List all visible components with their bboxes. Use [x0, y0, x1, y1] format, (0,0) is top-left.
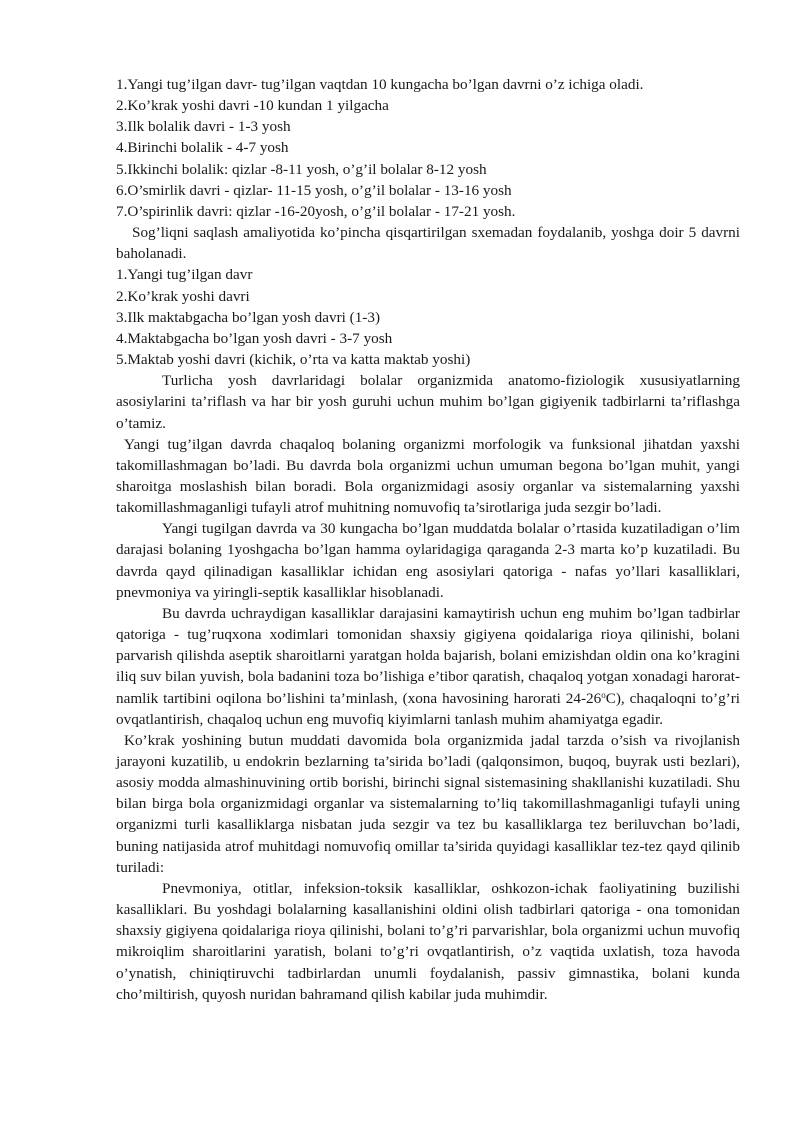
list-item: 5.Maktab yoshi davri (kichik, o’rta va katta maktab yoshi)	[116, 351, 471, 369]
document-page	[116, 74, 740, 1005]
paragraph-4-part-b: C), chaqaloqni to’g’ri ovqatlantirish, chaqaloq uchun eng muvofiq kiyimlarni tanlash muhim ahamiyatga egadir.	[116, 689, 740, 728]
list-item: 3.Ilk bolalik davri - 1-3 yosh	[116, 118, 291, 136]
age-periods-list	[116, 74, 740, 222]
list-item: 7.O’spirinlik davri: qizlar -16-20yosh, o’g’il bolalar - 17-21 yosh.	[116, 202, 516, 220]
paragraph-4-part-a: Bu davrda uchraydigan kasalliklar darajasini kamaytirish uchun eng muhim bo’lgan tadbirlar qatoriga - tug’ruqxona xodimlari tomonidan shaxsiy gigiyena qoidalariga rioya qilinishi, bolani parvarish qilishda aseptik sharoitlarni yaratgan holda bajarish, bolani emizishdan oldin ona ko’kragini iliq suv bilan yuvish, bola badanini toza bo’lishiga e’tibor qaratish, chaqaloq yotgan xonadagi harorat-namlik tartibini oqilona bo’lishini ta’minlash, (xona havosining harorati 24-26	[116, 604, 740, 707]
short-scheme-list	[116, 264, 740, 370]
list-item: 6.O’smirlik davri - qizlar- 11-15 yosh, o’g’il bolalar - 13-16 yosh	[116, 181, 512, 199]
list-item: 1.Yangi tug’ilgan davr- tug’ilgan vaqtdan 10 kungacha bo’lgan davrni o’z ichiga oladi.	[116, 76, 644, 93]
paragraph-6: Pnevmoniya, otitlar, infeksion-toksik kasalliklar, oshkozon-ichak faoliyatining buzilishi kasalliklari. Bu yoshdagi bolalarning kasallanishini oldini olish tadbirlari qatoriga - ona tomonidan shaxsiy gigiyena qoidalariga rioya qilinishi, bolani to’g’ri parvarishlar, bola organizmi uchun muvofiq mikroiqlim sharoitlarini yaratish, bolani to’g’ri ovqatlantirish, o’z vaqtida uxlatish, toza havoda o’ynatish, chiniqtiruvchi tadbirlardan unumli foydalanish, passiv gimnastika, bolani kunda cho’miltirish, quyosh nuridan bahramand qilish kabilar juda muhimdir.	[116, 879, 740, 1003]
paragraph-2: Yangi tug’ilgan davrda chaqaloq bolaning organizmi morfologik va funksional jihatdan yaxshi takomillashmagan bo’ladi. Bu davrda bola organizmi uchun umuman begona bo’lgan muhit, yangi sharoitga moslashish bilan boradi. Bola organizmidagi asosiy organlar va sistemalarning yaxshi takomillashmaganligi tufayli atrof muhitning nomuvofiq ta’sirotlariga juda sezgir bo’ladi.	[116, 435, 740, 517]
intro-paragraph: Sog’liqni saqlash amaliyotida ko’pincha qisqartirilgan sxemadan foydalanib, yoshga doir 5 davrni baholanadi.	[116, 224, 740, 263]
list-item: 1.Yangi tug’ilgan davr	[116, 266, 253, 284]
list-item: 3.Ilk maktabgacha bo’lgan yosh davri (1-3)	[116, 308, 381, 326]
list-item: 2.Ko’krak yoshi davri -10 kundan 1 yilgacha	[116, 97, 389, 115]
paragraph-5: Ko’krak yoshining butun muddati davomida bola organizmida jadal tarzda o’sish va rivojlanish jarayoni kuzatilib, u endokrin bezlarning ta’sirida bo’ladi (qalqonsimon, buqoq, buyrak usti bezlari), asosiy modda almashinuvining ortib borishi, birinchi signal sistemasining shakllanishi kuzatiladi. Shu bilan birga bola organizmidagi organlar va sistemalarning to’liq takomillashmaganligi tufayli uning organizmi turli kasalliklarga nisbatan juda sezgir va tez bu kasalliklarga tez beriluvchan bo’ladi, buning natijasida atrof muhitdagi nomuvofiq omillar ta’sirida quyidagi kasalliklar tez-tez qayd qilinib turiladi:	[116, 731, 740, 876]
paragraph-1: Turlicha yosh davrlaridagi bolalar organizmida anatomo-fiziologik xususiyatlarning asosiylarini ta’riflash va har bir yosh guruhi uchun muhim bo’lgan gigiyenik tadbirlarni ta’riflashga o’tamiz.	[116, 372, 740, 432]
list-item: 5.Ikkinchi bolalik: qizlar -8-11 yosh, o’g’il bolalar 8-12 yosh	[116, 160, 487, 178]
list-item: 4.Birinchi bolalik - 4-7 yosh	[116, 139, 289, 157]
paragraph-4	[116, 603, 740, 730]
degree-superscript: o	[601, 689, 606, 700]
list-item: 2.Ko’krak yoshi davri	[116, 287, 250, 305]
paragraph-3: Yangi tugilgan davrda va 30 kungacha bo’lgan muddatda bolalar o’rtasida kuzatiladigan o’lim darajasi bolaning 1yoshgacha bo’lgan hamma oylaridagiga qaraganda 2-3 marta ko’p kuzatiladi. Bu davrda qayd qilinadigan kasalliklar ichidan eng asosiylari qatoriga - nafas yo’llari kasalliklari, pnevmoniya va yiringli-septik kasalliklar hisoblanadi.	[116, 520, 740, 601]
list-item: 4.Maktabgacha bo’lgan yosh davri - 3-7 yosh	[116, 329, 393, 347]
